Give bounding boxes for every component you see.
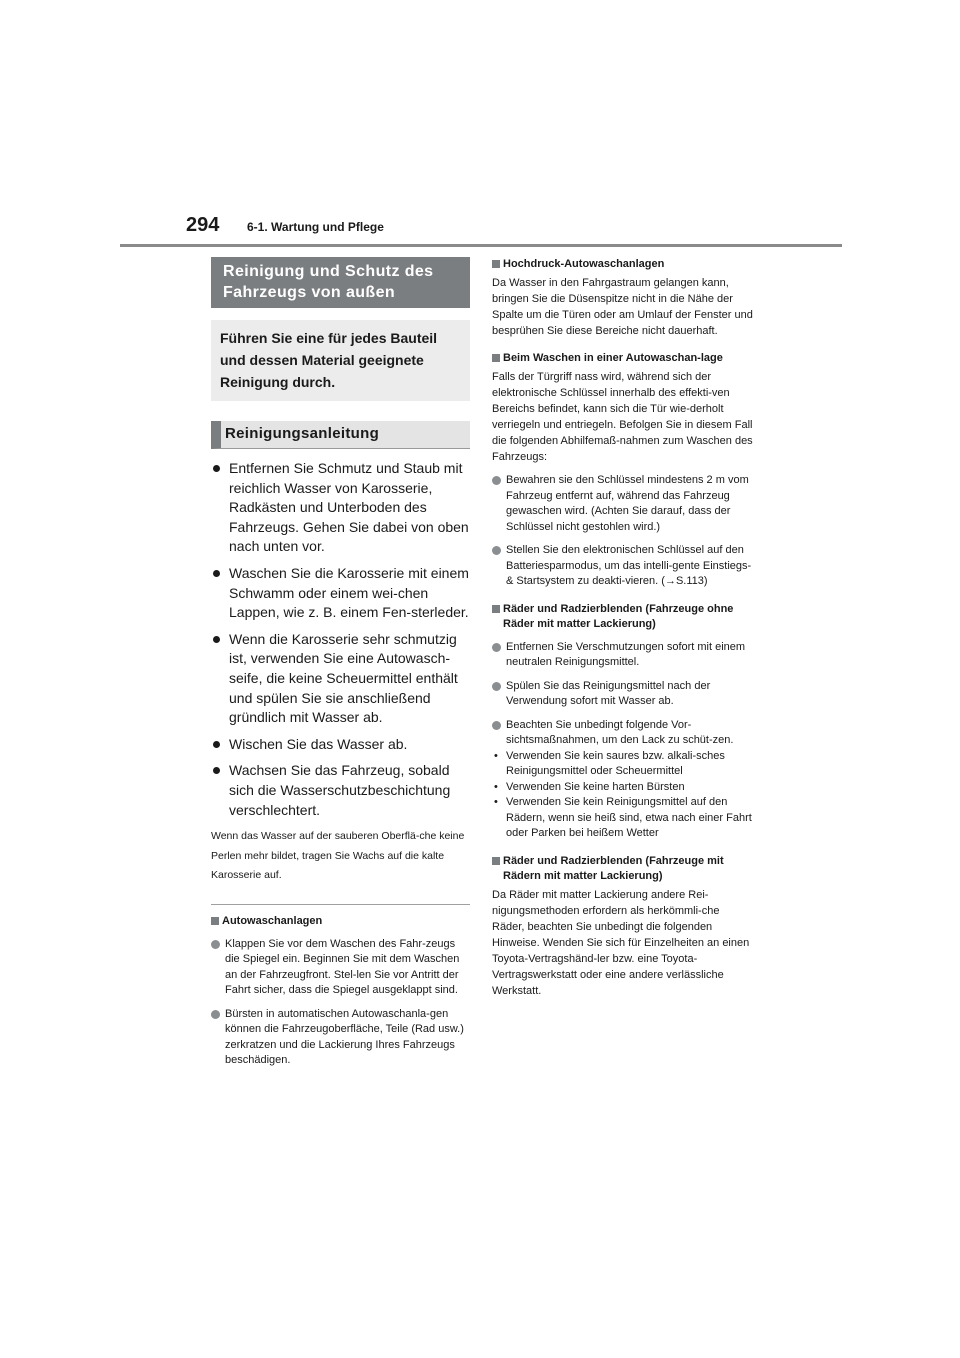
section-label: 6-1. Wartung und Pflege	[247, 220, 384, 234]
circle-bullet-icon	[492, 721, 501, 730]
list-item: Bürsten in automatischen Autowaschanla-gen können die Fahrzeugoberfläche, Teile (Rad usw.) zerkratzen und die Lackierung Ihres Fahrzeugs beschädigen.	[211, 1007, 470, 1069]
beim-waschen-text: Falls der Türgriff nass wird, während sich der elektronische Schlüssel innerhalb des effekti-ven Bereichs befindet, kann sich die Tür wie-derholt verriegeln und entriegeln. Befolgen Sie in diesem Fall die folgenden Abhilfemaß-nahmen zum Waschen des Fahrzeugs:	[492, 371, 753, 463]
list-item: • Verwenden Sie kein saures bzw. alkali-sches Reinigungsmittel oder Scheuermittel	[494, 749, 725, 777]
list-item: Entfernen Sie Schmutz und Staub mit reichlich Wasser von Karosserie, Radkästen und Unterboden des Fahrzeugs. Gehen Sie dabei von oben nach unten vor.	[211, 459, 470, 557]
list-item: • Verwenden Sie kein Reinigungsmittel auf den Rädern, wenn sie heiß sind, etwa nach einer Fahrt oder Parken bei heißem Wetter	[494, 796, 752, 839]
list-item: Stellen Sie den elektronischen Schlüssel auf den Batteriesparmodus, um das intelli-gente Einstiegs- & Startsystem zu deakti-vieren. (→S.113)	[492, 543, 754, 590]
bullet-dot-icon	[213, 570, 220, 577]
bullet-dot-icon	[213, 767, 220, 774]
list-item: Beachten Sie unbedingt folgende Vor-sichtsmaßnahmen, um den Lack zu schüt-zen.	[492, 718, 754, 749]
right-column	[492, 257, 754, 999]
wax-note: Wenn das Wasser auf der sauberen Oberflä-che keine Perlen mehr bildet, tragen Sie Wachs auf die kalte Karosserie auf.	[211, 830, 465, 882]
square-bullet-icon	[492, 354, 500, 362]
circle-bullet-icon	[211, 940, 220, 949]
square-bullet-icon	[211, 917, 219, 925]
list-item: Bewahren sie den Schlüssel mindestens 2 m vom Fahrzeug entfernt auf, während das Fahrzeug gewaschen wird. (Achten Sie darauf, dass der Schlüssel nicht gestohlen wird.)	[492, 473, 754, 535]
heading-autowaschanlagen: Autowaschanlagen	[211, 914, 470, 929]
list-item: Spülen Sie das Reinigungsmittel nach der Verwendung sofort mit Wasser ab.	[492, 679, 754, 710]
heading-beim-waschen: Beim Waschen in einer Autowaschan-lage	[492, 351, 754, 366]
square-bullet-icon	[492, 260, 500, 268]
circle-bullet-icon	[492, 643, 501, 652]
circle-bullet-icon	[492, 546, 501, 555]
square-bullet-icon	[492, 857, 500, 865]
list-item: Wenn die Karosserie sehr schmutzig ist, verwenden Sie eine Autowasch-seife, die keine Scheuermittel enthält und spülen Sie sie anschließend gründlich mit Wasser ab.	[211, 630, 470, 728]
dash-bullet-icon: •	[494, 796, 498, 808]
list-item: Wischen Sie das Wasser ab.	[211, 735, 470, 755]
list-item: • Verwenden Sie keine harten Bürsten	[492, 780, 754, 796]
heading-raeder-mit-matt: Räder und Radzierblenden (Fahrzeuge mit Rädern mit matter Lackierung)	[492, 854, 754, 884]
dash-bullet-icon: •	[494, 780, 498, 793]
list-item: Wachsen Sie das Fahrzeug, sobald sich die Wasserschutzbeschichtung verschlechtert.	[211, 761, 470, 820]
intro-box: Führen Sie eine für jedes Bauteil und dessen Material geeignete Reinigung durch.	[211, 320, 470, 401]
subheader-cleaning-guide: Reinigungsanleitung	[211, 421, 470, 449]
list-item: Klappen Sie vor dem Waschen des Fahr-zeugs die Spiegel ein. Beginnen Sie mit dem Waschen an der Fahrzeugfront. Stel-len Sie vor Antritt der Fahrt sicher, dass die Spiegel ausgeklappt sind.	[211, 937, 470, 999]
list-item: Waschen Sie die Karosserie mit einem Schwamm oder einem wei-chen Lappen, wie z. B. einem Fen-sterleder.	[211, 564, 470, 623]
bullet-dot-icon	[213, 741, 220, 748]
cleaning-steps-list	[211, 459, 470, 820]
header-divider	[120, 244, 842, 247]
section-title: Reinigung und Schutz des Fahrzeugs von außen	[211, 257, 470, 308]
list-item: Entfernen Sie Verschmutzungen sofort mit einem neutralen Reinigungsmittel.	[492, 640, 754, 671]
section-divider	[211, 904, 470, 905]
bullet-dot-icon	[213, 465, 220, 472]
precaution-list	[492, 749, 754, 842]
page-number: 294	[186, 214, 220, 236]
heading-raeder-ohne-matt: Räder und Radzierblenden (Fahrzeuge ohne Räder mit matter Lackierung)	[492, 602, 754, 632]
heading-hochdruck: Hochdruck-Autowaschanlagen	[492, 257, 754, 272]
hochdruck-text: Da Wasser in den Fahrgastraum gelangen kann, bringen Sie die Düsenspitze nicht in die Nähe der Spalte um die Türen oder am Umlauf der Fenster und besprühen Sie diese Bereiche nicht dauerhaft.	[492, 277, 753, 337]
circle-bullet-icon	[492, 682, 501, 691]
circle-bullet-icon	[492, 476, 501, 485]
raeder-matt-text: Da Räder mit matter Lackierung andere Rei-nigungsmethoden erfordern als herkömmli-che Räder, beachten Sie unbedingt die folgenden Hinweise. Wenden Sie sich für Einzelheiten an einen Toyota-Vertragshänd-ler bzw. eine Toyota-Vertragswerkstatt oder eine andere verlässliche Werkstatt.	[492, 888, 750, 997]
dash-bullet-icon: •	[494, 749, 498, 762]
circle-bullet-icon	[211, 1010, 220, 1019]
left-column	[211, 257, 470, 1069]
page-header	[0, 0, 960, 250]
bullet-dot-icon	[213, 636, 220, 643]
square-bullet-icon	[492, 605, 500, 613]
